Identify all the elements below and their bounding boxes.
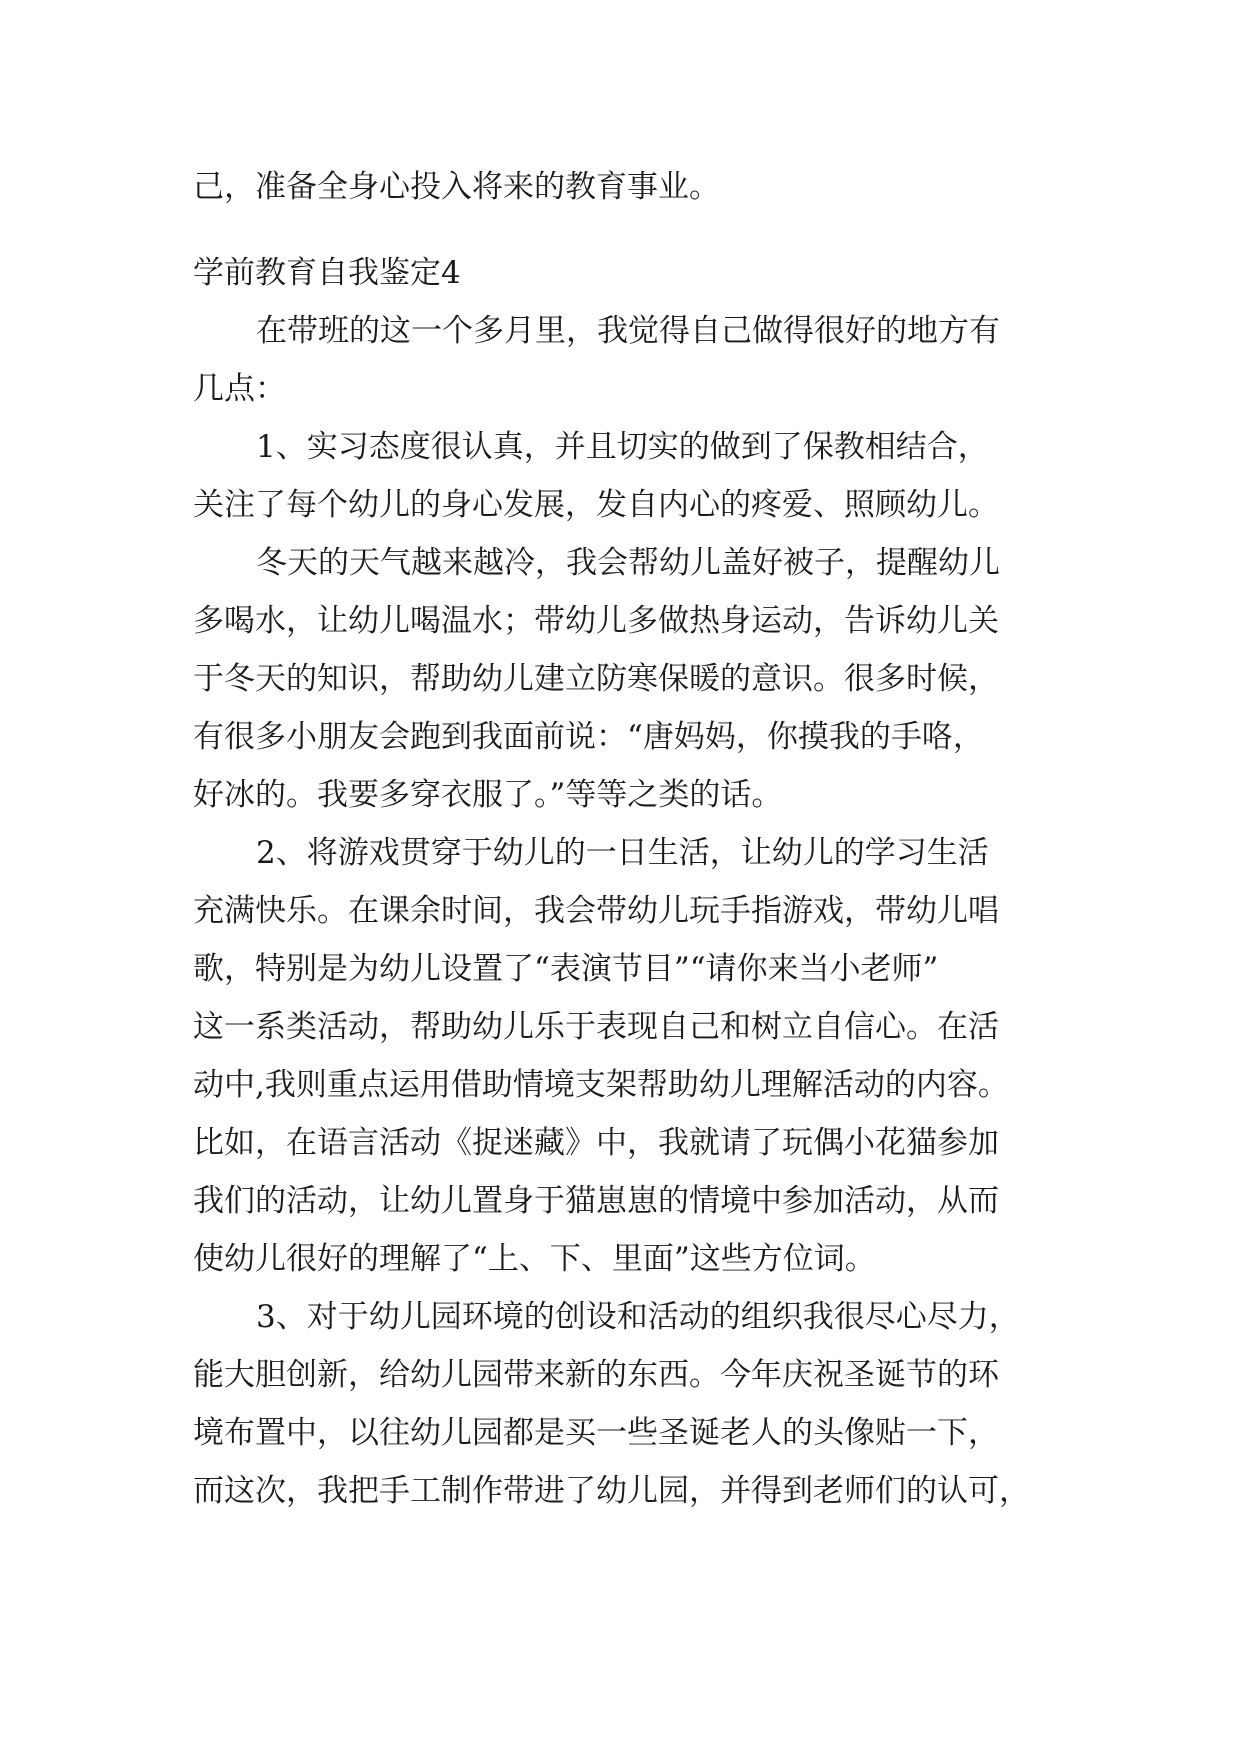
paragraph-line: 使幼儿很好的理解了“上、下、里面”这些方位词。 — [193, 1241, 876, 1277]
paragraph-line: 境布置中，以往幼儿园都是买一些圣诞老人的头像贴一下， — [193, 1415, 999, 1451]
paragraph-line: 比如，在语言活动《捉迷藏》中，我就请了玩偶小花猫参加 — [193, 1125, 999, 1161]
paragraph-line: 充满快乐。在课余时间，我会带幼儿玩手指游戏，带幼儿唱 — [193, 893, 999, 929]
paragraph-line: 2、将游戏贯穿于幼儿的一日生活，让幼儿的学习生活 — [256, 835, 989, 871]
paragraph-line: 这一系类活动，帮助幼儿乐于表现自己和树立自信心。在活 — [193, 1009, 999, 1045]
paragraph-line: 1、实习态度很认真，并且切实的做到了保教相结合， — [256, 429, 989, 465]
paragraph-line: 动中,我则重点运用借助情境支架帮助幼儿理解活动的内容。 — [193, 1067, 1009, 1103]
paragraph-line: 冬天的天气越来越冷，我会帮幼儿盖好被子，提醒幼儿 — [256, 545, 1000, 581]
paragraph-line: 而这次，我把手工制作带进了幼儿园，并得到老师们的认可， — [193, 1473, 1030, 1509]
paragraph-line: 几点： — [193, 371, 286, 407]
paragraph-line: 在带班的这一个多月里，我觉得自己做得很好的地方有 — [256, 313, 1000, 349]
section-heading: 学前教育自我鉴定4 — [193, 255, 461, 291]
paragraph-line: 多喝水，让幼儿喝温水；带幼儿多做热身运动，告诉幼儿关 — [193, 603, 999, 639]
paragraph-line: 于冬天的知识，帮助幼儿建立防寒保暖的意识。很多时候， — [193, 661, 999, 697]
paragraph-line: 好冰的。我要多穿衣服了。”等等之类的话。 — [193, 777, 783, 813]
paragraph-line: 歌，特别是为幼儿设置了“表演节目”“请你来当小老师” — [193, 951, 939, 987]
paragraph-line: 关注了每个幼儿的身心发展，发自内心的疼爱、照顾幼儿。 — [193, 487, 999, 523]
paragraph-line: 3、对于幼儿园环境的创设和活动的组织我很尽心尽力， — [256, 1299, 1020, 1335]
paragraph-line: 有很多小朋友会跑到我面前说：“唐妈妈，你摸我的手咯， — [193, 719, 984, 755]
paragraph-line: 己，准备全身心投入将来的教育事业。 — [193, 169, 720, 205]
paragraph-line: 我们的活动，让幼儿置身于猫崽崽的情境中参加活动，从而 — [193, 1183, 999, 1219]
paragraph-line: 能大胆创新，给幼儿园带来新的东西。今年庆祝圣诞节的环 — [193, 1357, 999, 1393]
